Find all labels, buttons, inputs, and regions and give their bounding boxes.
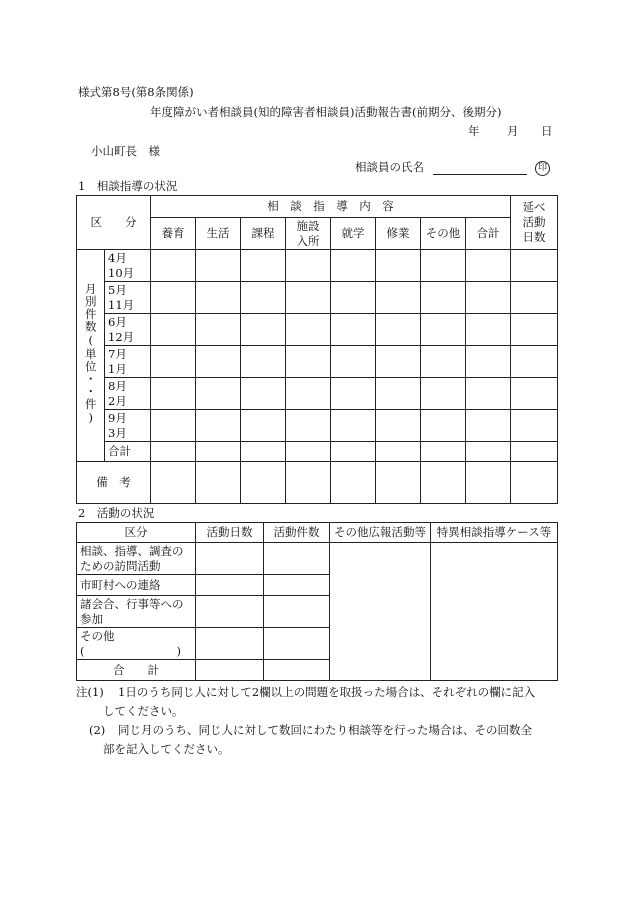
data-cell[interactable]: [151, 250, 196, 282]
data-cell[interactable]: [421, 314, 466, 346]
data-cell[interactable]: [421, 250, 466, 282]
month-label: 5月 11月: [105, 282, 151, 314]
activity-count-cell[interactable]: [264, 628, 330, 660]
data-cell[interactable]: [196, 282, 241, 314]
data-cell[interactable]: [286, 314, 331, 346]
activity-col-header: 活動件数: [264, 523, 330, 543]
activity-col-header: 活動日数: [196, 523, 264, 543]
counselor-name-line[interactable]: [433, 174, 527, 175]
data-cell[interactable]: [286, 250, 331, 282]
remarks-cell[interactable]: [331, 462, 376, 504]
data-cell[interactable]: [241, 250, 286, 282]
col-header: 課程: [241, 218, 286, 250]
col-header: その他: [421, 218, 466, 250]
remarks-label: 備 考: [77, 462, 151, 504]
data-cell[interactable]: [466, 250, 511, 282]
data-cell[interactable]: [241, 282, 286, 314]
month-label: 6月 12月: [105, 314, 151, 346]
activity-total-label: 合 計: [77, 660, 196, 681]
data-cell[interactable]: [241, 378, 286, 410]
kubun-header: 区 分: [77, 196, 151, 250]
data-cell[interactable]: [331, 442, 376, 462]
data-cell[interactable]: [466, 346, 511, 378]
data-cell[interactable]: [331, 346, 376, 378]
activity-row-label: その他 ( ): [77, 628, 196, 660]
data-cell[interactable]: [151, 282, 196, 314]
data-cell[interactable]: [376, 346, 421, 378]
section1-heading: 1 相談指導の状況: [78, 179, 178, 193]
data-cell[interactable]: [196, 314, 241, 346]
data-cell[interactable]: [196, 442, 241, 462]
data-cell[interactable]: [376, 378, 421, 410]
data-cell[interactable]: [286, 378, 331, 410]
date-month-label: 月: [507, 124, 519, 138]
counselor-name-label: 相談員の氏名: [355, 160, 424, 174]
activity-col-header: その他広報活動等: [330, 523, 431, 543]
data-cell[interactable]: [466, 314, 511, 346]
remarks-cell[interactable]: [466, 462, 511, 504]
form-number: 様式第8号(第8条関係): [78, 85, 194, 99]
remarks-cell[interactable]: [196, 462, 241, 504]
data-cell[interactable]: [196, 346, 241, 378]
data-cell[interactable]: [196, 250, 241, 282]
data-cell[interactable]: [466, 410, 511, 442]
data-cell[interactable]: [376, 410, 421, 442]
data-cell[interactable]: [421, 410, 466, 442]
data-cell[interactable]: [331, 314, 376, 346]
data-cell[interactable]: [286, 282, 331, 314]
data-cell[interactable]: [286, 442, 331, 462]
note-2-line1: 同じ月のうち、同じ人に対して数回にわたり相談等を行った場合は、その回数全: [118, 723, 532, 737]
remarks-cell[interactable]: [286, 462, 331, 504]
month-label: 4月 10月: [105, 250, 151, 282]
activity-days-cell[interactable]: [196, 660, 264, 681]
data-cell[interactable]: [511, 314, 558, 346]
data-cell[interactable]: [466, 378, 511, 410]
remarks-cell[interactable]: [241, 462, 286, 504]
note-2-mark: (2): [89, 723, 106, 737]
remarks-cell[interactable]: [151, 462, 196, 504]
col-header: 施設入所: [286, 218, 331, 250]
date-year-label: 年: [468, 124, 480, 138]
data-cell[interactable]: [151, 410, 196, 442]
data-cell[interactable]: [421, 378, 466, 410]
special-case-cell[interactable]: [431, 543, 558, 681]
activity-count-cell[interactable]: [264, 660, 330, 681]
data-cell[interactable]: [466, 442, 511, 462]
activity-days-cell[interactable]: [196, 596, 264, 628]
data-cell[interactable]: [196, 378, 241, 410]
activity-count-cell[interactable]: [264, 575, 330, 596]
data-cell[interactable]: [421, 282, 466, 314]
data-cell[interactable]: [286, 410, 331, 442]
activity-table: [76, 522, 558, 681]
activity-row-label: 相談、指導、調査の ための訪問活動: [77, 543, 196, 575]
date-day-label: 日: [541, 124, 553, 138]
remarks-cell[interactable]: [511, 462, 558, 504]
data-cell[interactable]: [376, 314, 421, 346]
activity-days-cell[interactable]: [196, 575, 264, 596]
month-label: 7月 1月: [105, 346, 151, 378]
activity-col-header: 特異相談指導ケース等: [431, 523, 558, 543]
data-cell[interactable]: [196, 410, 241, 442]
activity-days-cell[interactable]: [196, 628, 264, 660]
data-cell[interactable]: [511, 410, 558, 442]
total-days-header: 延べ活動日数: [511, 196, 558, 250]
data-cell[interactable]: [421, 346, 466, 378]
data-cell[interactable]: [511, 378, 558, 410]
col-header: 生活: [196, 218, 241, 250]
data-cell[interactable]: [331, 378, 376, 410]
note-1-line1: 1日のうち同じ人に対して2欄以上の問題を取扱った場合は、それぞれの欄に記入: [118, 685, 536, 699]
data-cell[interactable]: [331, 250, 376, 282]
data-cell[interactable]: [286, 346, 331, 378]
data-cell[interactable]: [151, 442, 196, 462]
data-cell[interactable]: [151, 314, 196, 346]
activity-count-cell[interactable]: [264, 543, 330, 575]
col-header: 就学: [331, 218, 376, 250]
data-cell[interactable]: [331, 410, 376, 442]
content-group-header: 相 談 指 導 内 容: [151, 196, 511, 218]
data-cell[interactable]: [241, 314, 286, 346]
counseling-table: [76, 195, 558, 504]
document-title: 年度障がい者相談員(知的障害者相談員)活動報告書(前期分、後期分): [150, 105, 502, 119]
note-1-mark: 注(1): [76, 685, 104, 699]
data-cell[interactable]: [511, 346, 558, 378]
seal-mark: [535, 160, 550, 176]
data-cell[interactable]: [241, 442, 286, 462]
activity-row-label: 市町村への連絡: [77, 575, 196, 596]
data-cell[interactable]: [151, 378, 196, 410]
addressee: 小山町長 様: [91, 144, 160, 158]
data-cell[interactable]: [376, 250, 421, 282]
note-1-line2: してください。: [103, 704, 184, 718]
col-header: 養育: [151, 218, 196, 250]
data-cell[interactable]: [466, 282, 511, 314]
data-cell[interactable]: [511, 250, 558, 282]
section2-heading: 2 活動の状況: [78, 506, 155, 520]
data-cell[interactable]: [241, 346, 286, 378]
data-cell[interactable]: [511, 442, 558, 462]
data-cell[interactable]: [241, 410, 286, 442]
col-header: 修業: [376, 218, 421, 250]
total-row-label: 合計: [105, 442, 151, 462]
remarks-cell[interactable]: [421, 462, 466, 504]
data-cell[interactable]: [376, 282, 421, 314]
month-label: 9月 3月: [105, 410, 151, 442]
activity-col-header: 区分: [77, 523, 196, 543]
data-cell[interactable]: [511, 282, 558, 314]
activity-row-label: 諸会合、行事等への 参加: [77, 596, 196, 628]
other-pr-activity-cell[interactable]: [330, 543, 431, 681]
data-cell[interactable]: [331, 282, 376, 314]
seal-icon: 印: [535, 161, 550, 176]
activity-count-cell[interactable]: [264, 596, 330, 628]
note-2-line2: 部を記入してください。: [103, 742, 230, 756]
remarks-cell[interactable]: [376, 462, 421, 504]
monthly-count-side-label: 月別件数(単位・・件): [77, 250, 105, 462]
data-cell[interactable]: [376, 442, 421, 462]
month-label: 8月 2月: [105, 378, 151, 410]
data-cell[interactable]: [151, 346, 196, 378]
activity-days-cell[interactable]: [196, 543, 264, 575]
data-cell[interactable]: [421, 442, 466, 462]
col-header: 合計: [466, 218, 511, 250]
